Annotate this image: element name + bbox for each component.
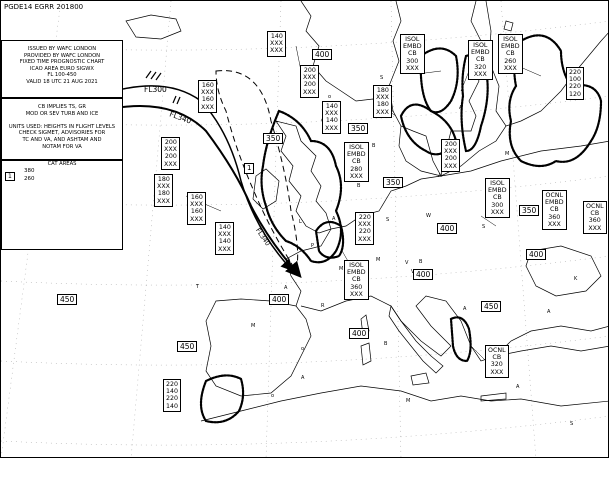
cloud-label-line: ISOL bbox=[473, 42, 488, 49]
cloud-label-line: ISOL bbox=[349, 144, 364, 151]
cb-area-norway bbox=[421, 49, 458, 113]
cat-area-id: 1 bbox=[5, 172, 15, 181]
map-marker: o bbox=[328, 94, 332, 100]
cloud-label-line: CB bbox=[407, 50, 417, 58]
cloud-label-line: XXX bbox=[490, 208, 504, 216]
turb-icing-label bbox=[441, 139, 460, 172]
map-marker: A bbox=[516, 384, 520, 390]
cloud-label-line: XXX bbox=[503, 64, 517, 72]
tropopause-height: 450 bbox=[177, 341, 197, 352]
turb-label-line: XXX bbox=[157, 197, 170, 205]
turb-label-line: 220 bbox=[166, 395, 179, 403]
info-line: FIXED TIME PROGNOSTIC CHART bbox=[19, 59, 105, 66]
map-marker: B bbox=[372, 143, 376, 149]
cloud-label bbox=[400, 34, 425, 74]
cloud-label-line: 320 bbox=[490, 361, 503, 369]
cb-area-greece bbox=[451, 317, 471, 361]
cloud-label bbox=[542, 190, 567, 230]
turb-label-line: XXX bbox=[201, 103, 214, 111]
turb-label-line: 200 bbox=[444, 141, 457, 148]
turb-label-line: XXX bbox=[218, 231, 231, 239]
cloud-label bbox=[344, 142, 369, 182]
cloud-label-line: OCNL bbox=[586, 203, 604, 210]
turb-label-line: 160 bbox=[190, 208, 203, 216]
note-line: CB IMPLIES TS, GR bbox=[38, 104, 86, 110]
map-marker: M bbox=[406, 398, 411, 404]
jet-2-barbs bbox=[173, 96, 180, 104]
turb-label-line: XXX bbox=[218, 245, 231, 253]
turb-label-line: 220 bbox=[166, 381, 179, 388]
turb-label-line: XXX bbox=[190, 215, 203, 223]
cloud-label-line: ISOL bbox=[405, 36, 420, 43]
turb-icing-label bbox=[163, 379, 181, 412]
turb-label-line: XXX bbox=[303, 74, 316, 82]
map-marker: B bbox=[419, 259, 423, 265]
turb-icing-label bbox=[154, 174, 173, 207]
tropopause-height: 400 bbox=[349, 328, 369, 339]
turb-label-line: 180 bbox=[157, 176, 170, 183]
turkey-coast bbox=[496, 346, 609, 356]
cb-area-finland-2 bbox=[509, 35, 601, 166]
turb-label-line: 220 bbox=[358, 214, 371, 221]
cloud-label bbox=[498, 34, 523, 74]
note-line: CHECK SIGMET, ADVISORIES FOR bbox=[18, 130, 106, 137]
turb-icing-label bbox=[355, 212, 374, 245]
cloud-label-line: EMBD bbox=[545, 199, 564, 207]
turb-label-line: 200 bbox=[303, 67, 316, 74]
info-line: FL 100-450 bbox=[47, 72, 77, 79]
cloud-label-line: EMBD bbox=[403, 43, 422, 51]
map-marker: V bbox=[411, 269, 415, 275]
map-marker: B bbox=[384, 341, 388, 347]
cat-area-bottom: 260 bbox=[24, 175, 35, 182]
map-marker: M bbox=[339, 266, 344, 272]
turb-label-line: 140 bbox=[270, 33, 283, 40]
note-line: NOTAM FOR VA bbox=[42, 143, 82, 150]
turb-label-line: 140 bbox=[325, 117, 338, 125]
cloud-label-line: XXX bbox=[490, 368, 504, 376]
turb-icing-label bbox=[198, 80, 217, 113]
info-line: ICAO AREA EURO SIGWX bbox=[30, 65, 94, 72]
uk-coast bbox=[276, 121, 331, 233]
turb-label-line: XXX bbox=[325, 110, 338, 118]
map-marker: S bbox=[386, 217, 390, 223]
turb-label-line: XXX bbox=[358, 235, 371, 243]
map-marker: A bbox=[301, 375, 305, 381]
map-marker: o bbox=[271, 393, 275, 399]
cloud-label-line: XXX bbox=[547, 220, 561, 228]
tropopause-height: 350 bbox=[383, 177, 403, 188]
cloud-label-line: CB bbox=[475, 56, 485, 64]
cloud-label-line: EMBD bbox=[488, 187, 507, 195]
cb-area-iberia bbox=[201, 375, 243, 422]
cloud-label-line: CB bbox=[492, 194, 502, 202]
note-line: MOD OR SEV TURB AND ICE bbox=[25, 110, 99, 117]
cloud-label-line: ISOL bbox=[349, 262, 364, 269]
tropopause-height: 350 bbox=[348, 123, 368, 134]
cloud-label bbox=[485, 178, 510, 218]
turb-icing-label bbox=[187, 192, 206, 225]
turb-label-line: XXX bbox=[270, 47, 283, 55]
tropopause-height: 400 bbox=[437, 223, 457, 234]
map-marker: S bbox=[482, 224, 486, 230]
tropopause-height: 400 bbox=[312, 49, 332, 60]
jet-label: FL340 bbox=[253, 226, 272, 248]
turb-icing-label bbox=[566, 67, 584, 100]
turb-label-line: XXX bbox=[325, 124, 338, 132]
cat-areas-panel bbox=[1, 160, 123, 250]
turb-label-line: 220 bbox=[569, 83, 582, 91]
note-line: TC AND VA, AND ASHTAM AND bbox=[22, 136, 102, 143]
iceland bbox=[126, 15, 181, 39]
map-marker: S bbox=[570, 421, 574, 427]
info-line: PROVIDED BY WAFC LONDON bbox=[23, 52, 101, 59]
map-marker: A bbox=[332, 216, 336, 222]
jet-label: FL340 bbox=[168, 109, 193, 126]
turb-label-line: 140 bbox=[166, 388, 179, 396]
jet-1-barbs bbox=[146, 71, 161, 80]
cloud-label-line: 300 bbox=[406, 57, 419, 65]
turb-label-line: XXX bbox=[376, 94, 389, 102]
turb-label-line: 160 bbox=[201, 96, 214, 104]
turb-icing-label bbox=[267, 31, 286, 57]
cloud-label-line: CB bbox=[351, 158, 361, 166]
cloud-label-line: EMBD bbox=[347, 269, 366, 277]
turb-icing-label bbox=[300, 65, 319, 98]
turb-label-line: 140 bbox=[218, 224, 231, 231]
map-marker: K bbox=[574, 276, 578, 282]
info-panel bbox=[1, 40, 123, 98]
tropopause-height: 450 bbox=[57, 294, 77, 305]
cloud-label-line: EMBD bbox=[471, 49, 490, 57]
cloud-label-line: CB bbox=[549, 206, 559, 214]
map-marker: S bbox=[380, 75, 384, 81]
note-line bbox=[2, 117, 122, 124]
tropopause-height: 400 bbox=[526, 249, 546, 260]
turb-label-line: XXX bbox=[164, 146, 177, 154]
map-marker: A bbox=[459, 105, 463, 111]
cloud-label-line: 280 bbox=[350, 165, 363, 173]
map-marker: M bbox=[376, 257, 381, 263]
italy-boot bbox=[389, 306, 443, 373]
turb-icing-label bbox=[215, 222, 234, 255]
map-marker: A bbox=[547, 309, 551, 315]
cloud-label-line: OCNL bbox=[488, 347, 506, 354]
iberia-coast bbox=[206, 299, 311, 396]
cloud-label bbox=[468, 40, 493, 80]
cloud-label-line: CB bbox=[492, 354, 502, 362]
note-line: UNITS USED: HEIGHTS IN FLIGHT LEVELS bbox=[8, 123, 116, 130]
map-marker: W bbox=[426, 213, 431, 219]
turb-label-line: 200 bbox=[444, 155, 457, 163]
cloud-label bbox=[485, 345, 509, 378]
cloud-label-line: CB bbox=[505, 50, 515, 58]
map-marker: B bbox=[357, 183, 361, 189]
map-marker: M bbox=[251, 323, 256, 329]
sicily bbox=[411, 373, 429, 385]
turb-icing-label bbox=[373, 85, 392, 118]
cloud-label-line: XXX bbox=[405, 64, 419, 72]
cloud-label-line: 360 bbox=[350, 283, 363, 291]
map-marker: R bbox=[321, 303, 325, 309]
cloud-label-line: EMBD bbox=[501, 43, 520, 51]
cloud-label-line: CB bbox=[351, 276, 361, 284]
jet-label: FL300 bbox=[144, 85, 167, 94]
cloud-label-line: XXX bbox=[473, 70, 487, 78]
turb-label-line: 200 bbox=[303, 81, 316, 89]
turb-label-line: 160 bbox=[201, 82, 214, 89]
map-marker: A bbox=[438, 173, 442, 179]
cloud-label-line: 260 bbox=[504, 57, 517, 65]
cloud-label bbox=[583, 201, 607, 234]
map-marker: o bbox=[301, 346, 305, 352]
jet-2-line bbox=[123, 103, 299, 275]
tropopause-height: 350 bbox=[263, 133, 283, 144]
turb-label-line: 160 bbox=[190, 194, 203, 201]
cat-areas-title: CAT AREAS bbox=[47, 161, 77, 167]
map-marker: M bbox=[505, 151, 510, 157]
map-marker: T bbox=[196, 284, 200, 290]
turb-label-line: 220 bbox=[569, 69, 582, 76]
turb-label-line: XXX bbox=[444, 148, 457, 156]
turb-label-line: XXX bbox=[358, 221, 371, 229]
tropopause-height: 350 bbox=[519, 205, 539, 216]
chart-title: PGDE14 EGRR 201800 bbox=[4, 3, 84, 11]
tropopause-height: 450 bbox=[481, 301, 501, 312]
turb-label-line: 180 bbox=[376, 101, 389, 109]
cloud-label-line: 320 bbox=[474, 63, 487, 71]
scandinavia-coast bbox=[389, 1, 481, 176]
turb-label-line: 100 bbox=[569, 76, 582, 84]
turb-label-line: 140 bbox=[325, 103, 338, 110]
sardinia bbox=[361, 343, 371, 365]
cloud-label-line: ISOL bbox=[503, 36, 518, 43]
turb-label-line: XXX bbox=[201, 89, 214, 97]
turb-label-line: XXX bbox=[190, 201, 203, 209]
cloud-label-line: ISOL bbox=[490, 180, 505, 187]
turb-label-line: 180 bbox=[376, 87, 389, 94]
cloud-label-line: OCNL bbox=[545, 192, 564, 199]
north-africa-coast bbox=[201, 386, 609, 421]
turb-label-line: 120 bbox=[569, 90, 582, 98]
cloud-label-line: 300 bbox=[491, 201, 504, 209]
map-marker: L bbox=[299, 219, 302, 225]
cloud-label-line: XXX bbox=[588, 224, 602, 232]
info-line: VALID 18 UTC 21 AUG 2021 bbox=[26, 78, 98, 85]
cloud-label bbox=[344, 260, 369, 300]
turb-label-line: XXX bbox=[270, 40, 283, 48]
cloud-label-line: XXX bbox=[349, 290, 363, 298]
turb-label-line: XXX bbox=[444, 162, 457, 170]
cat-area-marker: 1 bbox=[244, 163, 254, 174]
cloud-label-line: CB bbox=[590, 210, 600, 218]
notes-panel bbox=[1, 98, 123, 160]
turb-icing-label bbox=[161, 137, 180, 170]
turb-label-line: XXX bbox=[157, 183, 170, 191]
turb-label-line: XXX bbox=[164, 160, 177, 168]
turb-label-line: 220 bbox=[358, 228, 371, 236]
tropopause-height: 400 bbox=[413, 269, 433, 280]
turb-label-line: 140 bbox=[166, 402, 179, 410]
turb-label-line: 180 bbox=[157, 190, 170, 198]
map-marker: A bbox=[463, 306, 467, 312]
turb-label-line: 140 bbox=[218, 238, 231, 246]
map-marker: A bbox=[284, 285, 288, 291]
turb-label-line: XXX bbox=[303, 88, 316, 96]
cloud-label-line: 360 bbox=[548, 213, 561, 221]
cloud-label-line: XXX bbox=[349, 172, 363, 180]
turb-label-line: XXX bbox=[376, 108, 389, 116]
turb-label-line: 200 bbox=[164, 153, 177, 161]
turb-label-line: 200 bbox=[164, 139, 177, 146]
map-marker: V bbox=[405, 260, 409, 266]
map-marker: P bbox=[311, 243, 315, 249]
cat-area-top: 380 bbox=[24, 167, 35, 174]
cloud-label-line: 360 bbox=[588, 217, 601, 225]
cloud-label-line: EMBD bbox=[347, 151, 366, 159]
tropopause-height: 400 bbox=[269, 294, 289, 305]
turb-icing-label bbox=[322, 101, 341, 134]
lake-1 bbox=[504, 21, 513, 31]
info-line: ISSUED BY WAFC LONDON bbox=[27, 46, 97, 52]
